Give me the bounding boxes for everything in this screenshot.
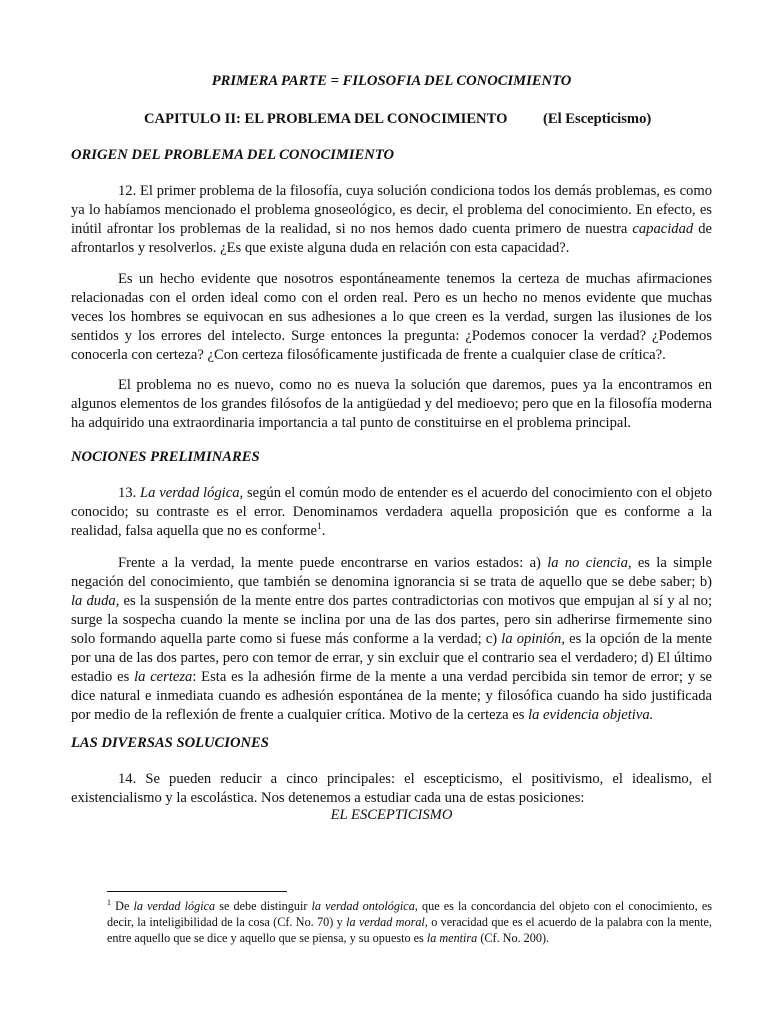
footnote-text: se debe distinguir	[215, 899, 312, 913]
paragraph-14: 14. Se pueden reducir a cinco principales: el escepticismo, el positivismo, el idealismo, el existencialismo y la escolástica. Nos detenemos a estudiar cada una de estas posiciones:	[71, 771, 712, 806]
paragraph-text: : Esta es la adhesión firme de la mente a una verdad percibida sin temor de error; y se dice natural e inmediata cuando es adhesión espontánea de la mente; y filosófica cuando ha sido justificada por medio de la reflexión de frente a cualquier crítica. Motivo de la certeza es	[71, 669, 712, 723]
emphasis-verdad-ontologica: la verdad ontológica	[311, 899, 415, 913]
section-heading-nociones: NOCIONES PRELIMINARES	[71, 449, 260, 465]
paragraph-text: , es la suspensión de la mente entre dos partes contradictorias con motivos que empujan al sí y al no; surge la sospecha cuando la mente se inclina por una de las dos partes, pero sin adherirse firmemente sino solo formando aquella parte como si fuese más conforme a la verdad; c)	[71, 593, 713, 647]
emphasis-mentira: la mentira	[426, 931, 478, 945]
chapter-title: CAPITULO II: EL PROBLEMA DEL CONOCIMIENTO	[144, 111, 508, 127]
emphasis-verdad-logica: La verdad lógica,	[140, 485, 244, 501]
footnote-text: , que es la concordancia del objeto con el conocimiento, es decir, la inteligibilidad de la cosa (Cf. No. 70) y	[107, 899, 712, 929]
paragraph-text: según el común modo de entender es el acuerdo del conocimiento con el objeto conocido; su contraste es el error. Denominamos verdadera aquella proposición que es conforme a la realidad, falsa aquella que no es conforme	[71, 485, 713, 539]
footnote-text: De	[111, 899, 134, 913]
emphasis-opinion: la opinión	[501, 631, 562, 647]
paragraph-13	[71, 484, 712, 541]
emphasis-evidencia-objetiva: la evidencia objetiva.	[528, 707, 654, 723]
paragraph-certeza: Es un hecho evidente que nosotros espontáneamente tenemos la certeza de muchas afirmaciones relacionadas con el orden ideal como con el orden real. Pero es un hecho no menos evidente que muchas veces los hombres se equivocan en sus adhesiones a lo que creen es la verdad, surgen las ilusiones de los sentidos y los errores del intelecto. Surge entonces la pregunta: ¿Podemos conocer la verdad? ¿Podemos conocerla con certeza? ¿Con certeza filosóficamente justificada de frente a cualquier clase de crítica?.	[71, 271, 712, 363]
paragraph-text: .	[321, 523, 326, 539]
paragraph-problema: El problema no es nuevo, como no es nueva la solución que daremos, pues ya la encontramos en algunos elementos de los grandes filósofos de la antigüedad y del medioevo; pero que en la filosofía moderna ha adquirido una extraordinaria importancia a tal punto de constituirse en el problema principal.	[71, 377, 712, 431]
emphasis-no-ciencia: la no ciencia	[547, 555, 628, 571]
footnote-reference[interactable]: 1	[316, 521, 322, 533]
paragraph-estados	[71, 554, 712, 725]
emphasis-verdad-logica: la verdad lógica	[133, 899, 216, 913]
paragraph-text: Frente a la verdad, la mente puede encontrarse en varios estados: a)	[118, 555, 548, 571]
footnote-text: (Cf. No. 200).	[477, 931, 550, 945]
paragraph-12	[71, 182, 712, 258]
chapter-subtitle: (El Escepticismo)	[543, 111, 652, 127]
subheading-escepticismo: EL ESCEPTICISMO	[330, 807, 453, 823]
emphasis-capacidad: capacidad	[632, 221, 694, 237]
paragraph-text: 12. El primer problema de la filosofía, cuya solución condiciona todos los demás problemas, es como ya lo habíamos mencionado el problema gnoseológico, es decir, el problema del conocimiento. En efecto, es inútil afrontar los problemas de la realidad, si no nos hemos dado cuenta primero de nuestra	[71, 183, 712, 237]
emphasis-certeza: la certeza	[134, 669, 193, 685]
part-title: PRIMERA PARTE = FILOSOFIA DEL CONOCIMIENTO	[211, 73, 572, 89]
emphasis-verdad-moral: la verdad moral	[346, 915, 425, 929]
paragraph-text: de afrontarlos y resolverlos. ¿Es que existe alguna duda en relación con esta capacidad?.	[71, 221, 713, 256]
footnote	[107, 898, 712, 946]
emphasis-duda: la duda	[71, 593, 116, 609]
footnote-divider	[107, 891, 287, 892]
footnote-mark: 1	[107, 897, 112, 907]
footnote-text: , o veracidad que es el acuerdo de la palabra con la mente, entre aquello que se dice y aquello que se piensa, y su opuesto es	[107, 915, 712, 945]
paragraph-text: 13.	[118, 485, 141, 501]
paragraph-text: , es la simple negación del conocimiento, que también se denomina ignorancia si se trata de aquello que se debe saber; b)	[71, 555, 712, 590]
section-heading-origen: ORIGEN DEL PROBLEMA DEL CONOCIMIENTO	[71, 147, 395, 163]
section-heading-soluciones: LAS DIVERSAS SOLUCIONES	[71, 735, 269, 751]
paragraph-text: , es la opción de la mente por una de las dos partes, pero con temor de errar, y sin excluir que el contrario sea el verdadero; d) El último estadio es	[71, 631, 713, 685]
